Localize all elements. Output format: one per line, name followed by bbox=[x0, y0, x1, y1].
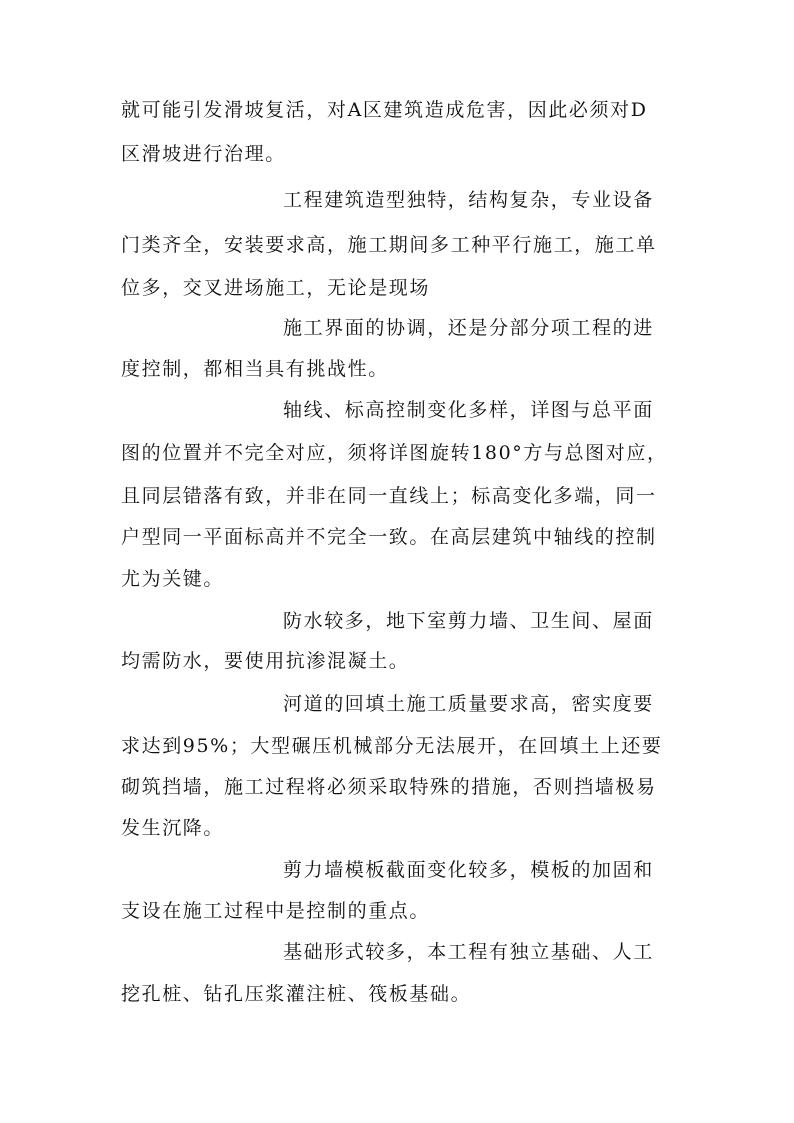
text-line: 度控制，都相当具有挑战性。 bbox=[121, 358, 389, 380]
text-line: 户型同一平面标高并不完全一致。在高层建筑中轴线的控制 bbox=[121, 526, 657, 548]
paragraph-first-line: 轴线、标高控制变化多样，详图与总平面 bbox=[283, 399, 654, 421]
text-line: 发生沉降。 bbox=[121, 817, 225, 839]
text-line: 支设在施工过程中是控制的重点。 bbox=[121, 900, 431, 922]
paragraph-first-line: 防水较多，地下室剪力墙、卫生间、屋面 bbox=[283, 610, 654, 632]
paragraph-first-line: 工程建筑造型独特，结构复杂，专业设备 bbox=[283, 189, 654, 211]
paragraph-first-line: 河道的回填土施工质量要求高，密实度要 bbox=[283, 693, 654, 715]
text-line: 挖孔桩、钻孔压浆灌注桩、筏板基础。 bbox=[121, 983, 472, 1005]
paragraph-first-line: 施工界面的协调，还是分部分项工程的进 bbox=[283, 317, 654, 339]
paragraph-first-line: 基础形式较多，本工程有独立基础、人工 bbox=[283, 941, 654, 963]
text-line: 且同层错落有致，并非在同一直线上；标高变化多端，同一 bbox=[121, 485, 657, 507]
text-line: 位多，交叉进场施工，无论是现场 bbox=[121, 277, 431, 299]
text-line: 求达到95%；大型碾压机械部分无法展开，在回填土上还要 bbox=[121, 735, 663, 757]
text-line: 尤为关键。 bbox=[121, 568, 225, 590]
text-line: 就可能引发滑坡复活，对A区建筑造成危害，因此必须对D bbox=[121, 99, 648, 121]
paragraph-first-line: 剪力墙模板截面变化较多，模板的加固和 bbox=[283, 859, 654, 881]
text-line: 图的位置并不完全对应，须将详图旋转180°方与总图对应， bbox=[121, 442, 668, 464]
text-line: 区滑坡进行治理。 bbox=[121, 143, 286, 165]
text-line: 砌筑挡墙，施工过程将必须采取特殊的措施，否则挡墙极易 bbox=[121, 776, 657, 798]
text-line: 门类齐全，安装要求高，施工期间多工种平行施工，施工单 bbox=[121, 234, 657, 256]
text-line: 均需防水，要使用抗渗混凝土。 bbox=[121, 650, 410, 672]
